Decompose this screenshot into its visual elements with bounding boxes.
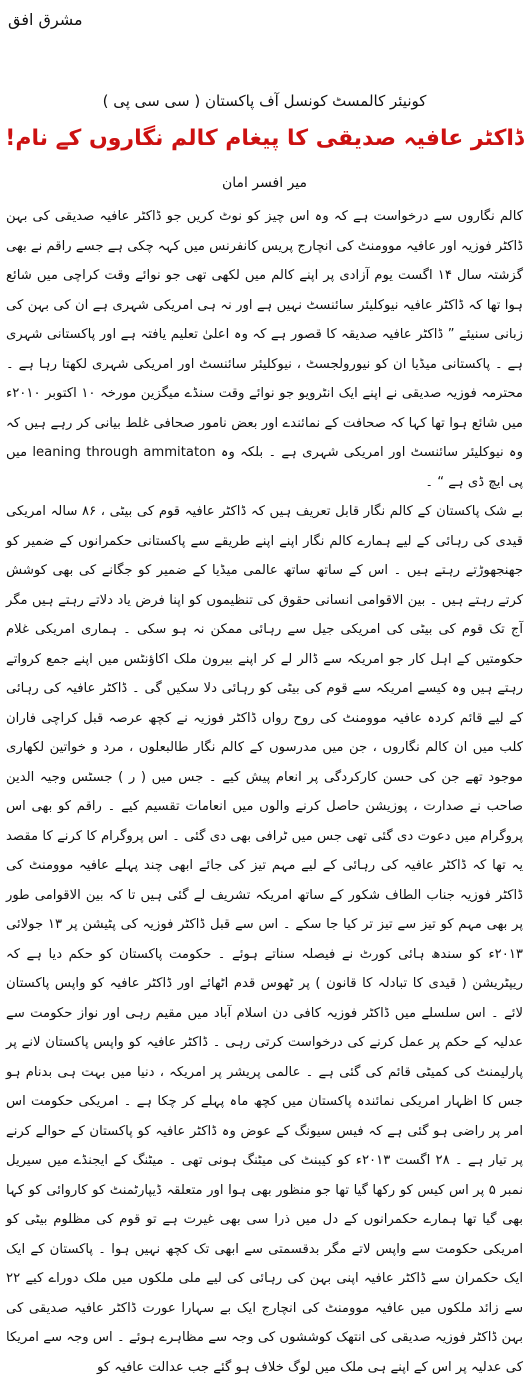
article-headline: ڈاکٹر عافیہ صدیقی کا پیغام کالم نگاروں کے نام! — [5, 126, 524, 151]
article-author: میر افسر امان — [221, 175, 308, 191]
masthead-title: مشرق افق — [8, 10, 83, 29]
article-paragraph: کالم نگاروں سے درخواست ہے کہ وہ اس چیز کو نوٹ کریں جو ڈاکٹر عافیہ صدیقی کی بہن ڈاکٹر فوزیہ اور عافیہ موومنٹ کی انچارج پریس کانفرنس میں کہہ چکی ہے جسے راقم نے بھی گزشتہ سال ۱۴ اگست یوم آزادی پر اپنے کالم میں لکھی تھی جو نوائے وقت کراچی میں شائع ہوا تھا کہ ڈاکٹر عافیہ نیوکلیئر سائنسٹ نہیں ہے اور نہ ہی امریکی شہری ہے ان کی بہن کی زبانی سنیئے ” ڈاکٹر عافیہ صدیقہ کا قصور ہے کہ وہ اعلیٰ تعلیم یافتہ ہے اور پاکستانی شہری ہے ۔ پاکستانی میڈیا ان کو نیورولجسٹ ، نیوکلیئر سائنسٹ اور امریکی شہری لکھتا رہا ہے ۔ محترمہ فوزیہ صدیقی نے اپنے ایک انٹرویو جو نوائے وقت سنڈے میگزین مورخہ ۱۰ اکتوبر ۲۰۱۰ء میں شائع ہوا تھا کہا کہ صحافت کے نمائندے اور بعض نامور صحافی غلط بیانی کر رہے ہیں کہ وہ نیوکلیئر سائنسٹ اور امریکی شہری ہے ۔ بلکہ وہ leaning through ammitaton میں پی ایچ ڈی ہے “ ۔ — [6, 209, 523, 490]
masthead — [8, 10, 521, 29]
article-body — [6, 202, 523, 1382]
article-kicker: کونیئر کالمسٹ کونسل آف پاکستان ( سی سی پی ) — [102, 92, 427, 110]
article-paragraph: بے شک پاکستان کے کالم نگار قابل تعریف ہیں کہ ڈاکٹر عافیہ قوم کی بیٹی ، ۸۶ سالہ امریکی قیدی کی رہائی کے لیے ہمارے کالم نگار اپنے اپنے طریقے سے پاکستانی حکمرانوں کے ضمیر کو جھنجھوڑتے رہتے ہیں ۔ اس کے ساتھ ساتھ عالمی میڈیا کے ضمیر کو جگانے کی بھی کوشش کرتے رہتے ہیں ۔ بین الاقوامی انسانی حقوق کی تنظیموں کو اپنا فرض یاد دلاتے رہتے ہیں مگر آج تک قوم کی بیٹی کی امریکی جیل سے رہائی ممکن نہ ہو سکی ۔ ہماری امریکی غلام حکومتیں کے اہل کار جو امریکہ سے ڈالر لے کر اپنے بیرون ملک اکاؤنٹس میں اپنے جمع کرواتے رہتے ہیں وہ کیسے امریکہ سے قوم کی بیٹی کو رہائی دلا سکیں گی ۔ ڈاکٹر عافیہ کی رہائی کے لیے قائم کردہ عافیہ موومنٹ کی روح رواں ڈاکٹر فوزیہ نے کچھ عرصہ قبل کراچی فاران کلب میں ان کالم نگاروں ، جن میں مدرسوں کے کالم نگار طالبعلوں ، مرد و خواتین لکھاری موجود تھے جن کی حسن کارکردگی پر انعام پیش کیے ۔ جس میں ( ر ) جسٹس وجیہ الدین صاحب نے صدارت ، پوزیشن حاصل کرنے والوں میں انعامات تقسیم کیے ۔ راقم کو بھی اس پروگرام میں دعوت دی گئی تھی جس میں ٹرافی بھی دی گئی ۔ اس پروگرام کا کرنے کا مقصد یہ تھا کہ ڈاکٹر عافیہ کی رہائی کے لیے مہم تیز کی جائے ابھی چند پہلے عافیہ موومنٹ کی ڈاکٹر فوزیہ جناب الطاف شکور کے ساتھ امریکہ تشریف لے گئی ہیں تا کہ بین الاقوامی طور پر بھی مہم کو تیز سے تیز تر کیا جا سکے ۔ اس سے قبل ڈاکٹر فوزیہ کی پٹیشن پر ۱۳ جولائی ۲۰۱۳ء کو سندھ ہائی کورٹ نے فیصلہ سناتے ہوئے ۔ حکومت پاکستان کو حکم دیا ہے کہ ریپٹریشن ( قیدی کا تبادلہ کا قانون ) پر ٹھوس قدم اٹھائے اور ڈاکٹر عافیہ کو واپس پاکستان لائے ۔ اس سلسلے میں ڈاکٹر فوزیہ کافی دن اسلام آباد میں مقیم رہی اور نواز حکومت سے عدلیہ کے حکم پر عمل کرنے کی درخواست کرتی رہی ۔ ڈاکٹر عافیہ کو واپس پاکستان لانے پر پارلیمنٹ کی کمیٹی قائم کی گئی ہے ۔ عالمی پریشر پر امریکہ ، دنیا میں بہت ہی بدنام ہو جس کا اظہار امریکی نمائندہ پاکستان میں کچھ ماہ پہلے کر چکا ہے ۔ امریکی حکومت اس امر پر راضی ہو گئی ہے کہ فیس سیونگ کے عوض وہ ڈاکٹر عافیہ کو پاکستان کے حوالے کرنے پر تیار ہے ۔ ۲۸ اگست ۲۰۱۳ء کو کیبنٹ کی میٹنگ ہونی تھی ۔ میٹنگ کے ایجنڈے میں سیریل نمبر ۵ پر اس کیس کو رکھا گیا تھا جو منظور بھی ہوا اور متعلقہ ڈیپارٹمنٹ کو کاروائی کو کہا بھی گیا تھا ہمارے حکمرانوں کے دل میں ذرا سی بھی غیرت ہے تو قوم کی مظلوم بیٹی کو امریکی حکومت سے واپس لاتے مگر بدقسمتی سے ابھی تک کچھ نہیں ہوا ۔ پاکستان کے ایک ایک حکمران سے ڈاکٹر عافیہ اپنی بہن کی رہائی کی لیے ملی ملکوں میں ملک دوراے کیے ۲۲ سے زائد ملکوں میں عافیہ موومنٹ کی انچارج ایک بے سہارا عورت ڈاکٹر عافیہ صدیقی کی بہن ڈاکٹر فوزیہ صدیقی کی انتھک کوششوں کی وجہ سے مظاہرے ہوئے ۔ اس وجہ سے امریکا کی عدلیہ پر اس کے اپنے ہی ملک میں لوگ خلاف ہو گئے جب عدالت عافیہ کو — [6, 504, 524, 1375]
